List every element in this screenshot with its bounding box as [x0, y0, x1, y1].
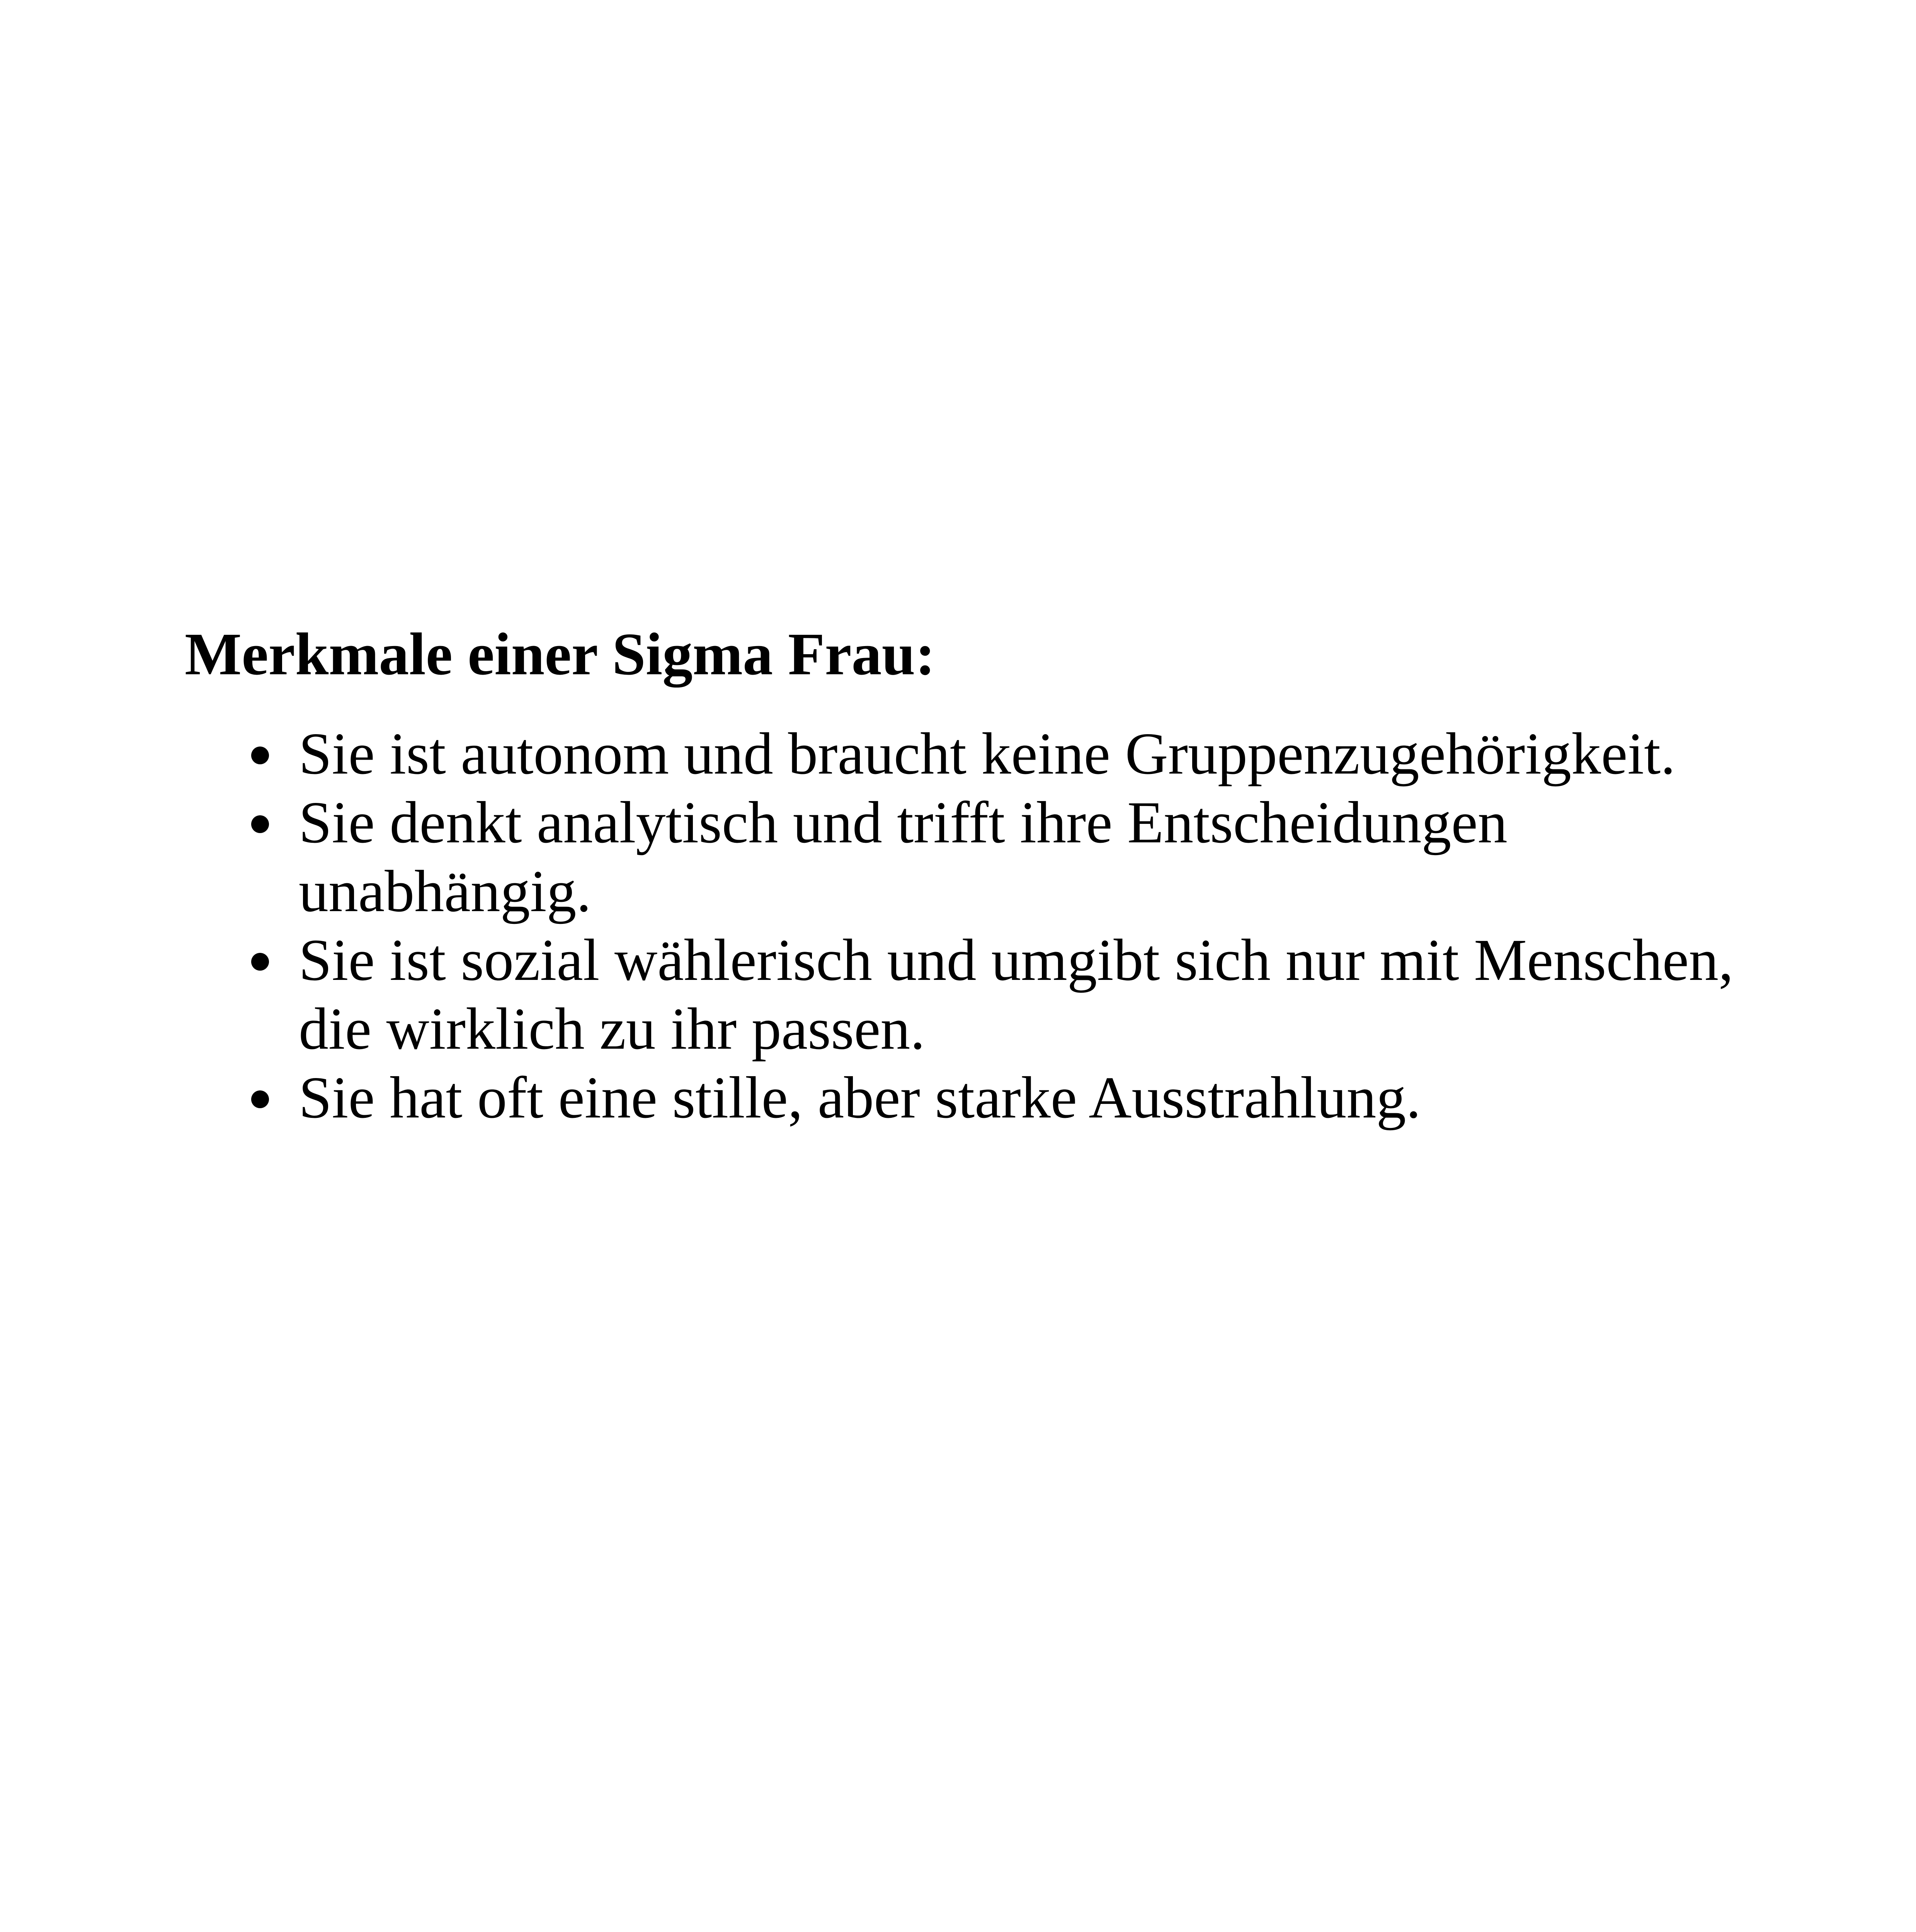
bullet-dot-icon [251, 1090, 269, 1108]
bullet-text: Sie ist sozial wählerisch und umgibt sich nur mit Menschen, die wirklich zu ihr passen. [299, 927, 1734, 1062]
bullet-item-quiet-charisma [251, 1063, 1758, 1132]
bullet-text: Sie denkt analytisch und trifft ihre Entscheidungen unabhängig. [299, 790, 1508, 924]
bullet-dot-icon [251, 815, 269, 833]
bullet-text: Sie ist autonom und braucht keine Gruppenzugehörigkeit. [299, 721, 1676, 787]
section-heading: Merkmale einer Sigma Frau: [185, 621, 936, 687]
bullet-dot-icon [251, 747, 269, 764]
bullet-item-autonomous [251, 719, 1758, 788]
bullet-dot-icon [251, 953, 269, 971]
bullet-item-analytical [251, 788, 1758, 926]
bullet-text: Sie hat oft eine stille, aber starke Ausstrahlung. [299, 1065, 1421, 1131]
bullet-list [251, 719, 1758, 1132]
bullet-item-socially-selective [251, 926, 1758, 1063]
